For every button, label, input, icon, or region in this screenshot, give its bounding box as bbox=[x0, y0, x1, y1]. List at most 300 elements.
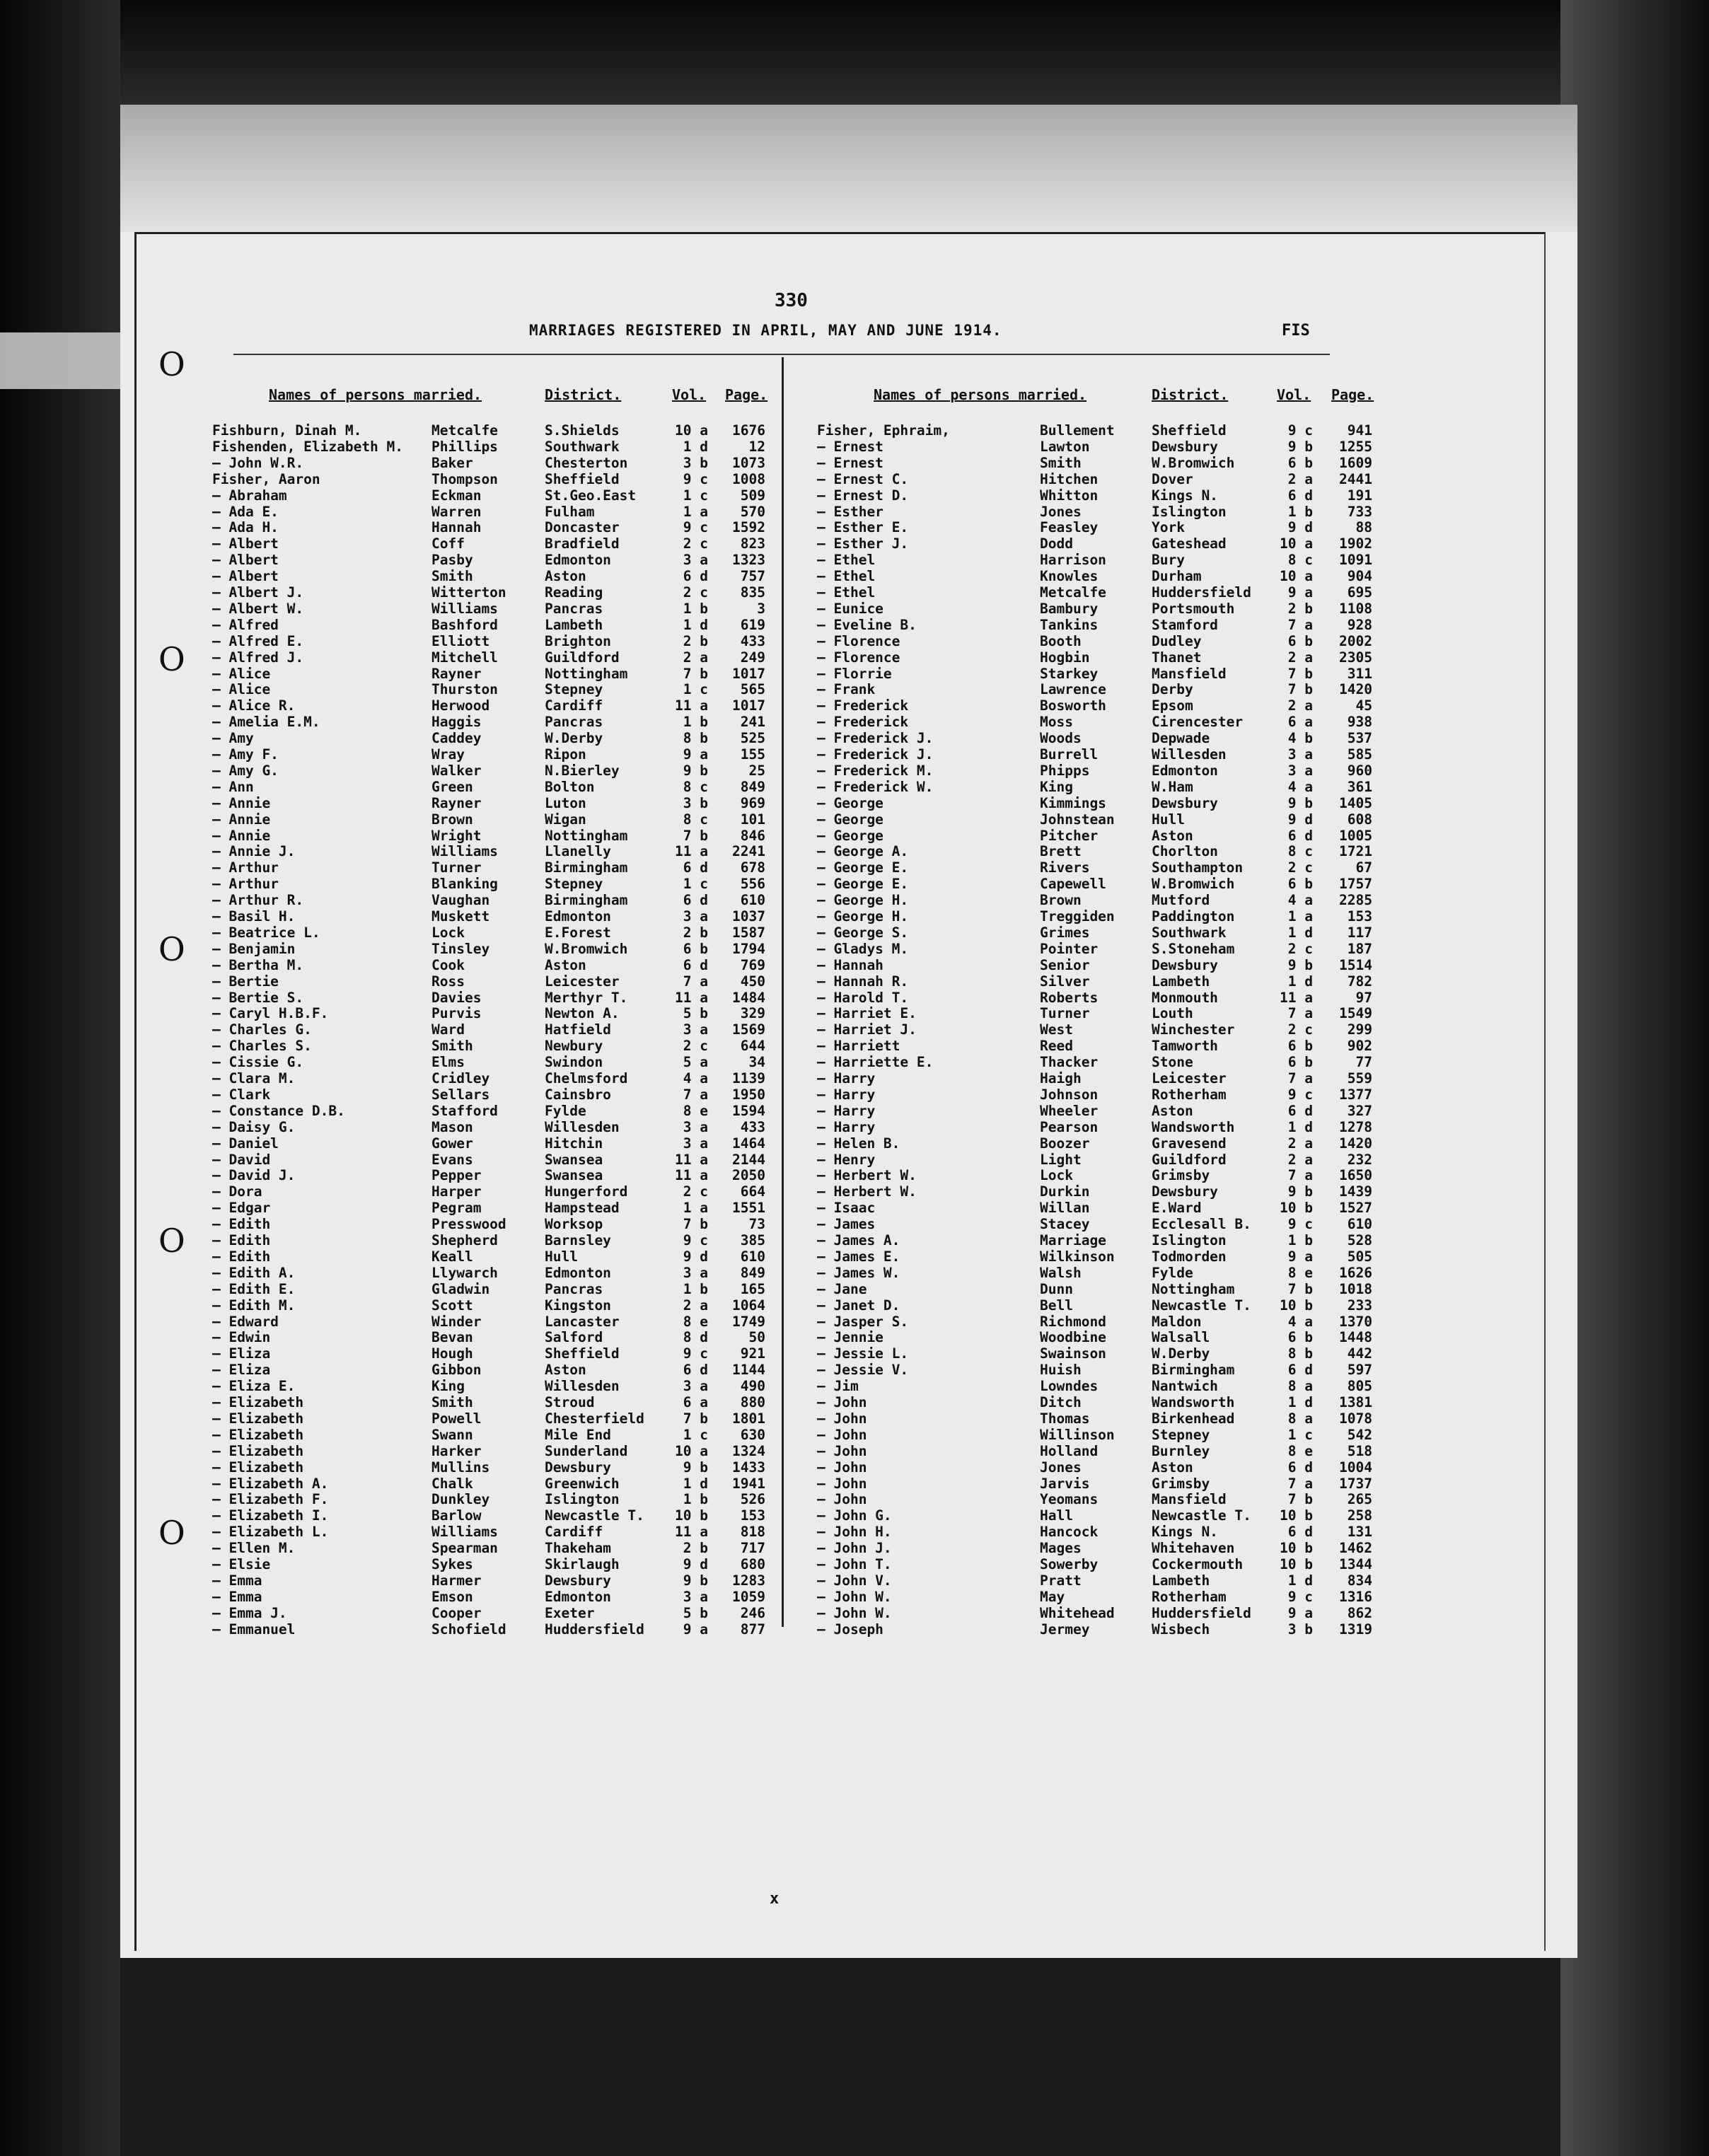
entry-spouse: Pepper bbox=[431, 1167, 482, 1184]
entry-page: 518 bbox=[1347, 1442, 1372, 1459]
entry-page: 385 bbox=[740, 1232, 765, 1248]
entry-district: Fylde bbox=[1152, 1264, 1193, 1281]
entry-name: — Alfred J. bbox=[212, 649, 304, 666]
entry-page: 505 bbox=[1347, 1248, 1372, 1265]
entry-vol: 9 c bbox=[1287, 422, 1313, 439]
entry-page: 1017 bbox=[732, 697, 765, 714]
entry-page: 526 bbox=[740, 1491, 765, 1508]
entry-name: — Edith bbox=[212, 1216, 271, 1233]
entry-name: — George E. bbox=[817, 876, 909, 893]
register-row bbox=[0, 1491, 1709, 1507]
entry-spouse: Sowerby bbox=[1040, 1556, 1099, 1572]
entry-vol: 1 d bbox=[1287, 924, 1313, 941]
entry-spouse: Willinson bbox=[1040, 1426, 1115, 1443]
entry-spouse: Schofield bbox=[431, 1621, 506, 1638]
entry-name: — Ada H. bbox=[212, 519, 279, 536]
entry-spouse: Woodbine bbox=[1040, 1329, 1106, 1346]
register-row bbox=[0, 1119, 1709, 1135]
register-row bbox=[0, 1265, 1709, 1281]
header-vol: Vol. bbox=[1277, 386, 1311, 403]
entry-vol: 6 b bbox=[1287, 876, 1313, 893]
entry-vol: 2 c bbox=[1287, 940, 1313, 957]
entry-spouse: Eckman bbox=[431, 487, 482, 504]
entry-district: Edmonton bbox=[545, 1264, 611, 1281]
entry-district: Mutford bbox=[1152, 892, 1210, 909]
entry-spouse: Holland bbox=[1040, 1442, 1099, 1459]
entry-district: Dewsbury bbox=[1152, 956, 1218, 973]
entry-spouse: Gower bbox=[431, 1135, 473, 1152]
entry-page: 187 bbox=[1347, 940, 1372, 957]
entry-name: — Elizabeth L. bbox=[212, 1524, 329, 1541]
entry-district: E.Ward bbox=[1152, 1200, 1202, 1217]
entry-page: 1144 bbox=[732, 1362, 765, 1379]
entry-page: 34 bbox=[748, 1054, 765, 1071]
entry-page: 249 bbox=[740, 649, 765, 666]
entry-district: Barnsley bbox=[545, 1232, 611, 1248]
entry-name: — George H. bbox=[817, 908, 909, 925]
entry-page: 117 bbox=[1347, 924, 1372, 941]
entry-spouse: Evans bbox=[431, 1151, 473, 1168]
entry-spouse: Sykes bbox=[431, 1556, 473, 1572]
entry-vol: 9 c bbox=[1287, 1086, 1313, 1103]
entry-page: 1549 bbox=[1339, 1005, 1372, 1022]
entry-page: 165 bbox=[740, 1280, 765, 1297]
entry-name: — Ethel bbox=[817, 584, 876, 601]
entry-district: Derby bbox=[1152, 681, 1193, 698]
entry-district: Guildford bbox=[1152, 1151, 1227, 1168]
entry-district: Mile End bbox=[545, 1426, 611, 1443]
register-row bbox=[0, 1054, 1709, 1070]
entry-vol: 6 d bbox=[683, 892, 708, 909]
entry-name: — Herbert W. bbox=[817, 1183, 917, 1200]
entry-spouse: Reed bbox=[1040, 1038, 1073, 1055]
entry-vol: 7 b bbox=[683, 827, 708, 844]
entry-name: — Annie bbox=[212, 811, 271, 828]
entry-vol: 6 b bbox=[1287, 1054, 1313, 1071]
entry-district: Willesden bbox=[1152, 746, 1227, 763]
register-row bbox=[0, 1200, 1709, 1216]
entry-vol: 11 a bbox=[1280, 989, 1313, 1006]
register-row bbox=[0, 1216, 1709, 1232]
entry-page: 849 bbox=[740, 1264, 765, 1281]
register-row bbox=[0, 422, 1709, 439]
entry-page: 1448 bbox=[1339, 1329, 1372, 1346]
entry-district: Stamford bbox=[1152, 616, 1218, 633]
entry-vol: 6 a bbox=[683, 1394, 708, 1410]
entry-vol: 2 c bbox=[683, 1038, 708, 1055]
entry-name: — Elizabeth bbox=[212, 1426, 304, 1443]
entry-vol: 7 b bbox=[683, 1410, 708, 1427]
entry-district: Winchester bbox=[1152, 1021, 1235, 1038]
entry-name: — Harriett bbox=[817, 1038, 900, 1055]
entry-spouse: Durkin bbox=[1040, 1183, 1090, 1200]
entry-name: — John bbox=[817, 1459, 867, 1476]
entry-district: Edmonton bbox=[545, 1588, 611, 1605]
entry-page: 782 bbox=[1347, 973, 1372, 990]
entry-page: 1609 bbox=[1339, 454, 1372, 471]
entry-vol: 9 c bbox=[683, 1345, 708, 1362]
entry-spouse: Jones bbox=[1040, 1459, 1082, 1476]
register-row bbox=[0, 811, 1709, 828]
footer-mark: x bbox=[770, 1890, 780, 1908]
entry-page: 1420 bbox=[1339, 1135, 1372, 1152]
entry-district: Stepney bbox=[545, 681, 603, 698]
punch-hole-mark: O bbox=[158, 345, 185, 383]
entry-district: Durham bbox=[1152, 568, 1202, 585]
register-row bbox=[0, 746, 1709, 763]
entry-name: — James bbox=[817, 1216, 876, 1233]
entry-spouse: Baker bbox=[431, 454, 473, 471]
entry-spouse: Hancock bbox=[1040, 1524, 1099, 1541]
entry-district: S.Stoneham bbox=[1152, 940, 1235, 957]
entry-district: Southwark bbox=[545, 438, 620, 455]
entry-page: 1484 bbox=[732, 989, 765, 1006]
entry-district: Sheffield bbox=[545, 470, 620, 487]
entry-district: Cainsbro bbox=[545, 1086, 611, 1103]
entry-district: Wisbech bbox=[1152, 1621, 1210, 1638]
entry-vol: 4 a bbox=[1287, 1313, 1313, 1330]
entry-page: 921 bbox=[740, 1345, 765, 1362]
entry-page: 433 bbox=[740, 1118, 765, 1135]
entry-page: 835 bbox=[740, 584, 765, 601]
folio-number: 330 bbox=[775, 290, 808, 311]
entry-vol: 9 b bbox=[683, 1572, 708, 1589]
entry-name: — Annie J. bbox=[212, 843, 296, 860]
entry-spouse: Moss bbox=[1040, 714, 1073, 731]
register-row bbox=[0, 1540, 1709, 1556]
entry-district: Dewsbury bbox=[1152, 438, 1218, 455]
entry-spouse: Hannah bbox=[431, 519, 482, 536]
entry-page: 1370 bbox=[1339, 1313, 1372, 1330]
entry-district: Islington bbox=[1152, 503, 1227, 520]
entry-district: Merthyr T. bbox=[545, 989, 628, 1006]
entry-page: 904 bbox=[1347, 568, 1372, 585]
register-row bbox=[0, 1232, 1709, 1248]
entry-vol: 1 d bbox=[683, 616, 708, 633]
entry-spouse: Elms bbox=[431, 1054, 465, 1071]
register-row bbox=[0, 681, 1709, 697]
register-row bbox=[0, 795, 1709, 811]
entry-page: 849 bbox=[740, 778, 765, 795]
entry-spouse: Treggiden bbox=[1040, 908, 1115, 925]
entry-page: 1018 bbox=[1339, 1280, 1372, 1297]
entry-page: 877 bbox=[740, 1621, 765, 1638]
entry-page: 155 bbox=[740, 746, 765, 763]
entry-page: 565 bbox=[740, 681, 765, 698]
entry-district: Ripon bbox=[545, 746, 586, 763]
entry-spouse: Bashford bbox=[431, 616, 498, 633]
entry-vol: 1 d bbox=[683, 1475, 708, 1492]
entry-spouse: Dunkley bbox=[431, 1491, 490, 1508]
register-row bbox=[0, 1410, 1709, 1427]
entry-name: — Edward bbox=[212, 1313, 279, 1330]
entry-name: — John bbox=[817, 1426, 867, 1443]
entry-name: — Eunice bbox=[817, 600, 884, 617]
entry-name: — George bbox=[817, 811, 884, 828]
entry-vol: 3 a bbox=[683, 908, 708, 925]
entry-district: Bury bbox=[1152, 552, 1185, 569]
entry-page: 960 bbox=[1347, 762, 1372, 779]
entry-vol: 9 d bbox=[683, 1556, 708, 1572]
entry-vol: 10 b bbox=[675, 1507, 708, 1524]
entry-spouse: Brown bbox=[1040, 892, 1082, 909]
entry-district: Louth bbox=[1152, 1005, 1193, 1022]
entry-name: — Eliza bbox=[212, 1345, 271, 1362]
entry-district: Aston bbox=[1152, 827, 1193, 844]
entry-name: — Gladys M. bbox=[817, 940, 909, 957]
register-row bbox=[0, 1135, 1709, 1152]
entry-spouse: Vaughan bbox=[431, 892, 490, 909]
entry-page: 1344 bbox=[1339, 1556, 1372, 1572]
entry-vol: 5 a bbox=[683, 1054, 708, 1071]
entry-spouse: Grimes bbox=[1040, 924, 1090, 941]
entry-district: Exeter bbox=[545, 1604, 595, 1621]
entry-page: 608 bbox=[1347, 811, 1372, 828]
register-row bbox=[0, 1038, 1709, 1054]
entry-vol: 10 a bbox=[1280, 568, 1313, 585]
entry-vol: 11 a bbox=[675, 989, 708, 1006]
entry-vol: 2 a bbox=[683, 1297, 708, 1314]
entry-page: 1439 bbox=[1339, 1183, 1372, 1200]
register-row bbox=[0, 1248, 1709, 1265]
entry-name: — Esther J. bbox=[817, 535, 909, 552]
entry-spouse: Starkey bbox=[1040, 665, 1099, 682]
entry-vol: 7 b bbox=[683, 1216, 708, 1233]
entry-spouse: Cook bbox=[431, 956, 465, 973]
entry-name: — Harry bbox=[817, 1118, 876, 1135]
entry-name: — Ernest bbox=[817, 438, 884, 455]
entry-page: 1794 bbox=[732, 940, 765, 957]
entry-name: — Dora bbox=[212, 1183, 262, 1200]
entry-page: 610 bbox=[740, 1248, 765, 1265]
entry-page: 361 bbox=[1347, 778, 1372, 795]
entry-name: — Edith E. bbox=[212, 1280, 296, 1297]
entry-district: Paddington bbox=[1152, 908, 1235, 925]
entry-page: 450 bbox=[740, 973, 765, 990]
binder-tab bbox=[0, 332, 124, 389]
entry-name: — David J. bbox=[212, 1167, 296, 1184]
entry-spouse: Johnstean bbox=[1040, 811, 1115, 828]
entry-district: Lancaster bbox=[545, 1313, 620, 1330]
entry-page: 509 bbox=[740, 487, 765, 504]
entry-name: — James E. bbox=[817, 1248, 900, 1265]
entry-name: — Jennie bbox=[817, 1329, 884, 1346]
entry-vol: 11 a bbox=[675, 697, 708, 714]
entry-spouse: Turner bbox=[1040, 1005, 1090, 1022]
entry-vol: 8 c bbox=[1287, 552, 1313, 569]
register-row bbox=[0, 1021, 1709, 1038]
entry-vol: 10 b bbox=[1280, 1200, 1313, 1217]
entry-spouse: Herwood bbox=[431, 697, 490, 714]
entry-page: 1091 bbox=[1339, 552, 1372, 569]
entry-spouse: Stacey bbox=[1040, 1216, 1090, 1233]
entry-vol: 3 a bbox=[1287, 762, 1313, 779]
entry-vol: 1 c bbox=[683, 876, 708, 893]
entry-name: — John W. bbox=[817, 1588, 892, 1605]
entry-district: Pancras bbox=[545, 600, 603, 617]
entry-district: Dover bbox=[1152, 470, 1193, 487]
entry-vol: 10 b bbox=[1280, 1540, 1313, 1557]
register-row bbox=[0, 649, 1709, 666]
entry-vol: 6 d bbox=[1287, 1102, 1313, 1119]
entry-page: 45 bbox=[1355, 697, 1372, 714]
entry-name: — Cissie G. bbox=[212, 1054, 304, 1071]
entry-spouse: Whitton bbox=[1040, 487, 1099, 504]
entry-district: Salford bbox=[545, 1329, 603, 1346]
entry-district: Gravesend bbox=[1152, 1135, 1227, 1152]
entry-district: Nottingham bbox=[545, 665, 628, 682]
entry-name: — Ernest C. bbox=[817, 470, 909, 487]
entry-district: Sunderland bbox=[545, 1442, 628, 1459]
entry-name: — Caryl H.B.F. bbox=[212, 1005, 329, 1022]
entry-spouse: Mason bbox=[431, 1118, 473, 1135]
entry-district: York bbox=[1152, 519, 1185, 536]
entry-page: 818 bbox=[740, 1524, 765, 1541]
entry-page: 1323 bbox=[732, 552, 765, 569]
entry-vol: 9 c bbox=[683, 1232, 708, 1248]
entry-district: Huddersfield bbox=[1152, 1604, 1251, 1621]
entry-vol: 6 b bbox=[1287, 632, 1313, 649]
entry-vol: 7 a bbox=[683, 973, 708, 990]
entry-district: Lambeth bbox=[1152, 973, 1210, 990]
entry-vol: 7 a bbox=[1287, 1005, 1313, 1022]
entry-page: 77 bbox=[1355, 1054, 1372, 1071]
entry-page: 1626 bbox=[1339, 1264, 1372, 1281]
entry-district: Islington bbox=[1152, 1232, 1227, 1248]
entry-vol: 6 d bbox=[1287, 827, 1313, 844]
register-row bbox=[0, 1281, 1709, 1297]
entry-name: — James A. bbox=[817, 1232, 900, 1248]
entry-district: Hampstead bbox=[545, 1200, 620, 1217]
entry-page: 233 bbox=[1347, 1297, 1372, 1314]
entry-vol: 9 b bbox=[683, 762, 708, 779]
entry-vol: 6 d bbox=[1287, 1362, 1313, 1379]
entry-name: — Emma J. bbox=[212, 1604, 287, 1621]
entry-district: Huddersfield bbox=[545, 1621, 644, 1638]
entry-spouse: Wilkinson bbox=[1040, 1248, 1115, 1265]
entry-page: 1420 bbox=[1339, 681, 1372, 698]
entry-name: — Arthur R. bbox=[212, 892, 304, 909]
entry-vol: 10 a bbox=[675, 1442, 708, 1459]
entry-name: — Bertie S. bbox=[212, 989, 304, 1006]
entry-page: 1527 bbox=[1339, 1200, 1372, 1217]
entry-name: — Esther bbox=[817, 503, 884, 520]
register-row bbox=[0, 1394, 1709, 1410]
entry-district: Nottingham bbox=[545, 827, 628, 844]
entry-district: Leicester bbox=[1152, 1070, 1227, 1086]
entry-vol: 8 d bbox=[683, 1329, 708, 1346]
entry-district: Portsmouth bbox=[1152, 600, 1235, 617]
entry-page: 490 bbox=[740, 1378, 765, 1395]
register-row bbox=[0, 1086, 1709, 1103]
entry-district: Worksop bbox=[545, 1216, 603, 1233]
entry-district: Sheffield bbox=[545, 1345, 620, 1362]
entry-district: Swindon bbox=[545, 1054, 603, 1071]
entry-spouse: Haggis bbox=[431, 714, 482, 731]
entry-vol: 8 a bbox=[1287, 1410, 1313, 1427]
entry-spouse: Willan bbox=[1040, 1200, 1090, 1217]
entry-spouse: Senior bbox=[1040, 956, 1090, 973]
entry-district: Cockermouth bbox=[1152, 1556, 1244, 1572]
entry-name: — Harriette E. bbox=[817, 1054, 934, 1071]
entry-page: 1319 bbox=[1339, 1621, 1372, 1638]
entry-name: — George S. bbox=[817, 924, 909, 941]
entry-spouse: Williams bbox=[431, 843, 498, 860]
register-row bbox=[0, 1524, 1709, 1540]
entry-page: 101 bbox=[740, 811, 765, 828]
entry-spouse: Green bbox=[431, 778, 473, 795]
entry-vol: 8 e bbox=[1287, 1264, 1313, 1281]
entry-page: 97 bbox=[1355, 989, 1372, 1006]
entry-vol: 3 a bbox=[1287, 746, 1313, 763]
register-row bbox=[0, 1572, 1709, 1589]
entry-vol: 11 a bbox=[675, 1167, 708, 1184]
entry-name: — Janet D. bbox=[817, 1297, 900, 1314]
entry-name: — George A. bbox=[817, 843, 909, 860]
entry-spouse: Dunn bbox=[1040, 1280, 1073, 1297]
entry-district: Ecclesall B. bbox=[1152, 1216, 1251, 1233]
entry-vol: 1 d bbox=[1287, 1572, 1313, 1589]
register-row bbox=[0, 843, 1709, 859]
entry-name: — Emma bbox=[212, 1572, 262, 1589]
entry-name: — Joseph bbox=[817, 1621, 884, 1638]
entry-spouse: Gladwin bbox=[431, 1280, 490, 1297]
entry-vol: 1 d bbox=[1287, 1118, 1313, 1135]
entry-spouse: Thurston bbox=[431, 681, 498, 698]
entry-spouse: Sellars bbox=[431, 1086, 490, 1103]
entry-name: — Elizabeth bbox=[212, 1459, 304, 1476]
entry-district: Wandsworth bbox=[1152, 1118, 1235, 1135]
entry-vol: 9 b bbox=[1287, 438, 1313, 455]
entry-name: — Ernest D. bbox=[817, 487, 909, 504]
entry-page: 2285 bbox=[1339, 892, 1372, 909]
entry-vol: 2 b bbox=[683, 924, 708, 941]
entry-page: 1278 bbox=[1339, 1118, 1372, 1135]
entry-name: Fishburn, Dinah M. bbox=[212, 422, 362, 439]
entry-page: 258 bbox=[1347, 1507, 1372, 1524]
entry-vol: 9 c bbox=[683, 519, 708, 536]
entry-district: Swansea bbox=[545, 1151, 603, 1168]
entry-spouse: Bosworth bbox=[1040, 697, 1106, 714]
entry-vol: 2 a bbox=[1287, 697, 1313, 714]
entry-page: 542 bbox=[1347, 1426, 1372, 1443]
entry-vol: 9 c bbox=[1287, 1216, 1313, 1233]
entry-vol: 8 c bbox=[683, 778, 708, 795]
entry-page: 1592 bbox=[732, 519, 765, 536]
entry-name: — Amy G. bbox=[212, 762, 279, 779]
entry-page: 862 bbox=[1347, 1604, 1372, 1621]
entry-name: — Arthur bbox=[212, 859, 279, 876]
entry-spouse: Thompson bbox=[431, 470, 498, 487]
entry-spouse: Huish bbox=[1040, 1362, 1082, 1379]
entry-spouse: Jarvis bbox=[1040, 1475, 1090, 1492]
entry-vol: 6 d bbox=[1287, 1459, 1313, 1476]
entry-spouse: Wheeler bbox=[1040, 1102, 1099, 1119]
entry-name: — Edith A. bbox=[212, 1264, 296, 1281]
register-row bbox=[0, 730, 1709, 746]
entry-district: Islington bbox=[545, 1491, 620, 1508]
surname-prefix: FIS bbox=[1282, 322, 1310, 340]
entry-page: 1255 bbox=[1339, 438, 1372, 455]
entry-district: Llanelly bbox=[545, 843, 611, 860]
entry-page: 1005 bbox=[1339, 827, 1372, 844]
entry-vol: 6 a bbox=[1287, 714, 1313, 731]
entry-name: — Isaac bbox=[817, 1200, 876, 1217]
entry-spouse: Mages bbox=[1040, 1540, 1082, 1557]
entry-vol: 1 d bbox=[1287, 973, 1313, 990]
entry-vol: 6 d bbox=[1287, 1524, 1313, 1541]
entry-spouse: Hall bbox=[1040, 1507, 1073, 1524]
